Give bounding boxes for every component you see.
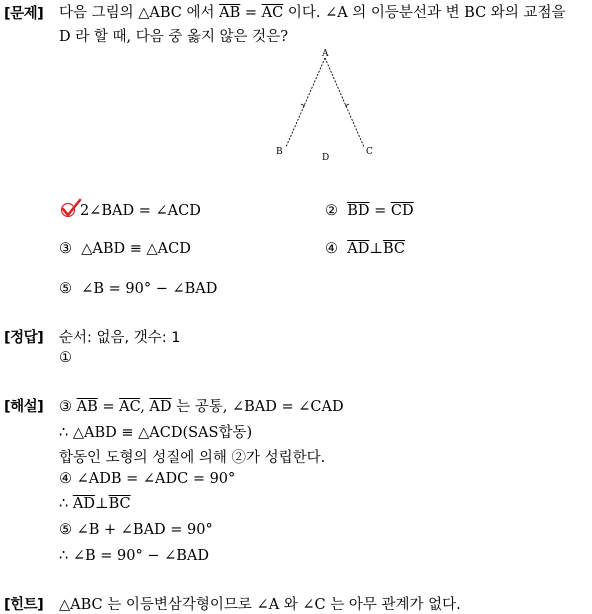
option-2-number: ②: [325, 203, 338, 219]
problem-tag: [문제]: [4, 6, 44, 22]
option-5: [59, 281, 217, 297]
point-d-label: D: [322, 153, 330, 163]
explanation-line-7: ∴ ∠B = 90° − ∠BAD: [59, 548, 209, 564]
explanation-line-2: ∴ △ABD ≡ △ACD(SAS합동): [59, 425, 253, 441]
vertex-c-label: C: [366, 147, 373, 157]
option-3-number: ③: [59, 241, 72, 257]
triangle-figure: [272, 44, 382, 164]
option-5-text: ∠B = 90° − ∠BAD: [81, 281, 218, 297]
option-1-text: 2∠BAD = ∠ACD: [80, 203, 201, 219]
explanation-line-5: ∴ $\overline{AD}\perp\overline{BC}$: [59, 496, 131, 512]
vertex-a-label: A: [322, 49, 329, 59]
explanation-line-3: 합동인 도형의 성질에 의해 ②가 성립한다.: [59, 450, 326, 466]
check-mark-icon: [60, 198, 82, 218]
side-ab: [286, 58, 325, 147]
hint-tag: [힌트]: [4, 597, 44, 613]
explanation-line-4: ④ ∠ADB = ∠ADC = 90°: [59, 471, 236, 487]
problem-line-1: 다음 그림의 △ABC 에서 $\overline{AB} = \overline{AC}$ 이다. ∠A 의 이등분선과 변 BC 와의 교점을: [59, 5, 566, 21]
vertex-b-label: B: [276, 147, 283, 157]
hint-text: △ABC 는 이등변삼각형이므로 ∠A 와 ∠C 는 아무 관계가 없다.: [59, 597, 461, 613]
answer-line-1: 순서: 없음, 갯수: 1: [59, 330, 181, 346]
side-ac: [325, 58, 364, 147]
explanation-tag: [해설]: [4, 399, 44, 415]
explanation-line-6: ⑤ ∠B + ∠BAD = 90°: [59, 522, 213, 538]
option-2: ② $\overline{BD} = \overline{CD}$: [325, 203, 414, 219]
option-3: [59, 241, 191, 257]
option-5-number: ⑤: [59, 281, 72, 297]
option-4: ④ $\overline{AD}\perp\overline{BC}$: [325, 241, 405, 257]
problem-line-2: D 라 할 때, 다음 중 옳지 않은 것은?: [59, 29, 288, 45]
answer-line-2: ①: [59, 350, 72, 366]
option-4-number: ④: [325, 241, 338, 257]
answer-tag: [정답]: [4, 330, 44, 346]
explanation-line-1: ③ $\overline{AB} = \overline{AC}$, $\overline{AD}$ 는 공통, ∠BAD = ∠CAD: [59, 399, 344, 415]
option-3-text: △ABD ≡ △ACD: [81, 241, 191, 257]
